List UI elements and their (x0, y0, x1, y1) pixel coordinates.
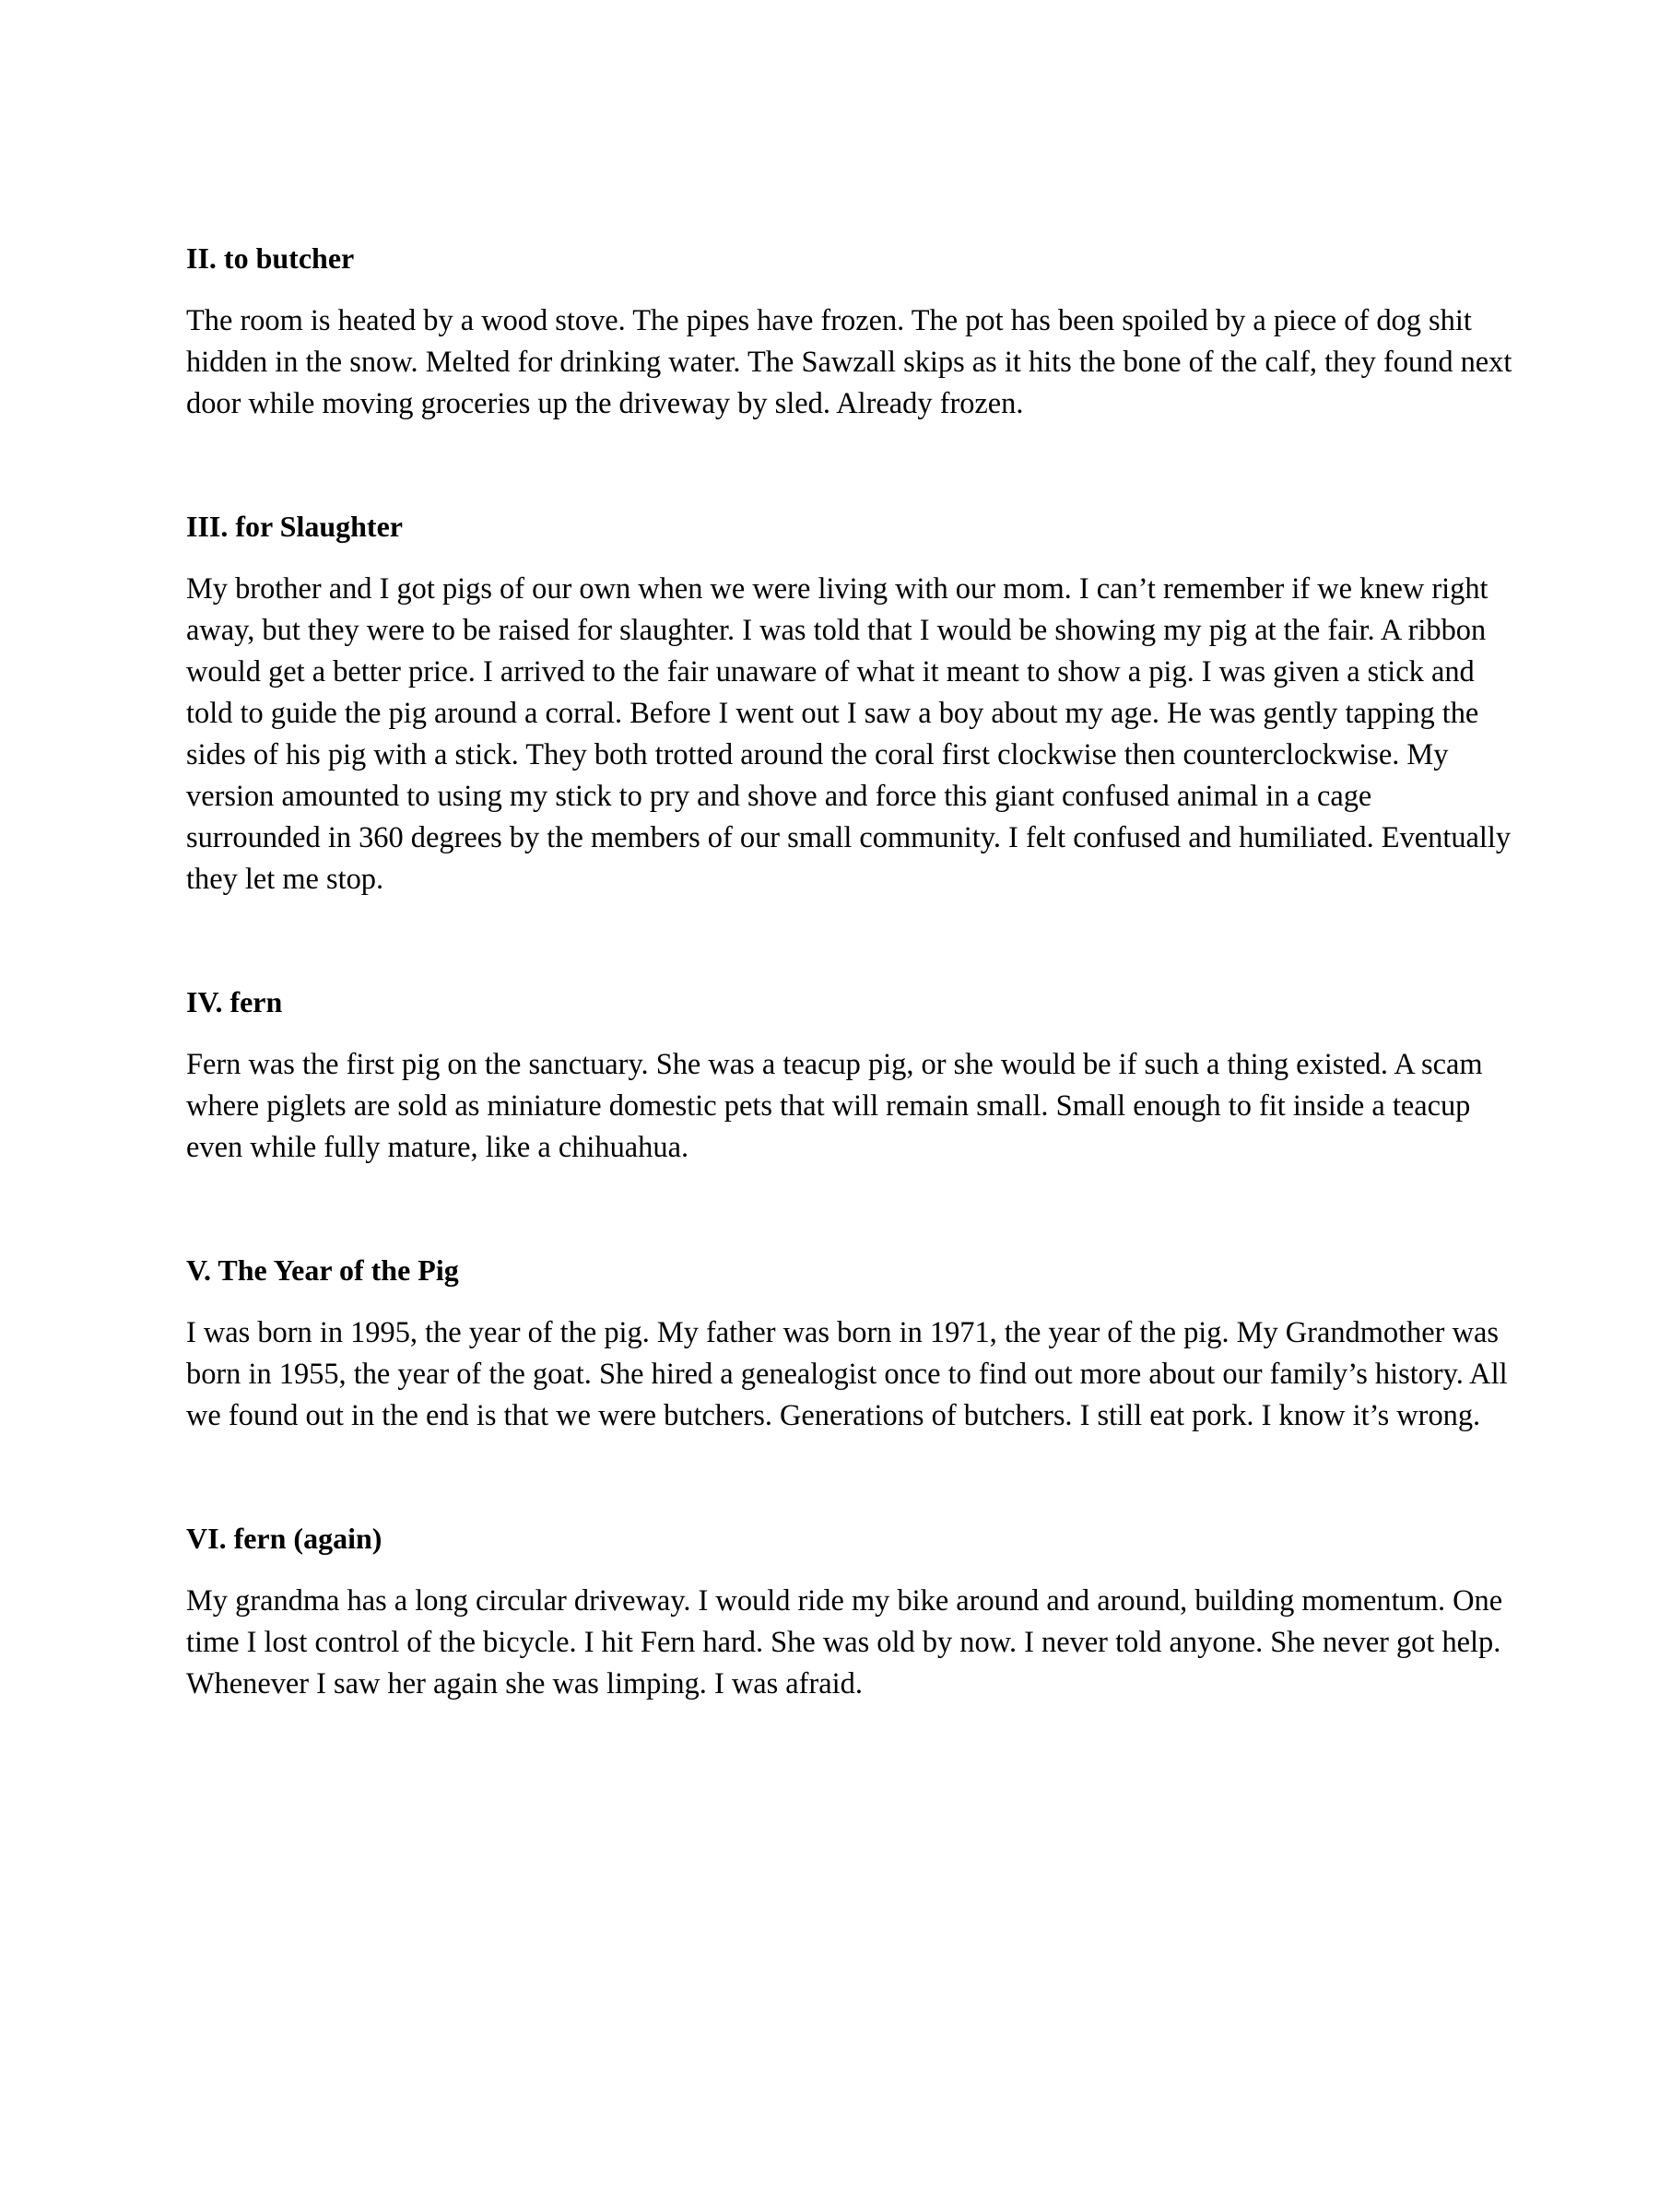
document-page (186, 238, 1513, 1705)
section-heading: III. for Slaughter (186, 510, 403, 543)
section-heading: II. to butcher (186, 241, 355, 275)
section-year-of-the-pig (186, 1250, 1513, 1437)
section-paragraph: The room is heated by a wood stove. The pipes have frozen. The pot has been spoiled by a piece of dog shit hidden in the snow. Melted for drinking water. The Sawzall skips as it hits the bone of the calf, they found next door while moving groceries up the driveway by sled. Already frozen. (186, 304, 1512, 420)
section-fern-again (186, 1518, 1513, 1705)
section-for-slaughter (186, 506, 1513, 900)
section-paragraph: I was born in 1995, the year of the pig. My father was born in 1971, the year of the pig. My Grandmother was born in 1955, the year of the goat. She hired a genealogist once to find out more about our family’s history. All we found out in the end is that we were butchers. Generations of butchers. I still eat pork. I know it’s wrong. (186, 1316, 1508, 1432)
section-paragraph: Fern was the first pig on the sanctuary. She was a teacup pig, or she would be if such a thing existed. A scam where piglets are sold as miniature domestic pets that will remain small. Small enough to fit inside a teacup even while fully mature, like a chihuahua. (186, 1048, 1483, 1164)
section-paragraph: My brother and I got pigs of our own when we were living with our mom. I can’t remember if we knew right away, but they were to be raised for slaughter. I was told that I would be showing my pig at the fair. A ribbon would get a better price. I arrived to the fair unaware of what it meant to show a pig. I was given a stick and told to guide the pig around a corral. Before I went out I saw a boy about my age. He was gently tapping the sides of his pig with a stick. They both trotted around the coral first clockwise then counterclockwise. My version amounted to using my stick to pry and shove and force this giant confused animal in a cage surrounded in 360 degrees by the members of our small community. I felt confused and humiliated. Eventually they let me stop. (186, 572, 1512, 896)
section-fern (186, 982, 1513, 1169)
section-heading: VI. fern (again) (186, 1522, 382, 1555)
section-heading: V. The Year of the Pig (186, 1253, 459, 1287)
section-paragraph: My grandma has a long circular driveway. I would ride my bike around and around, building momentum. One time I lost control of the bicycle. I hit Fern hard. She was old by now. I never told anyone. She never got help. Whenever I saw her again she was limping. I was afraid. (186, 1584, 1503, 1700)
section-heading: IV. fern (186, 985, 283, 1018)
section-to-butcher (186, 238, 1513, 425)
